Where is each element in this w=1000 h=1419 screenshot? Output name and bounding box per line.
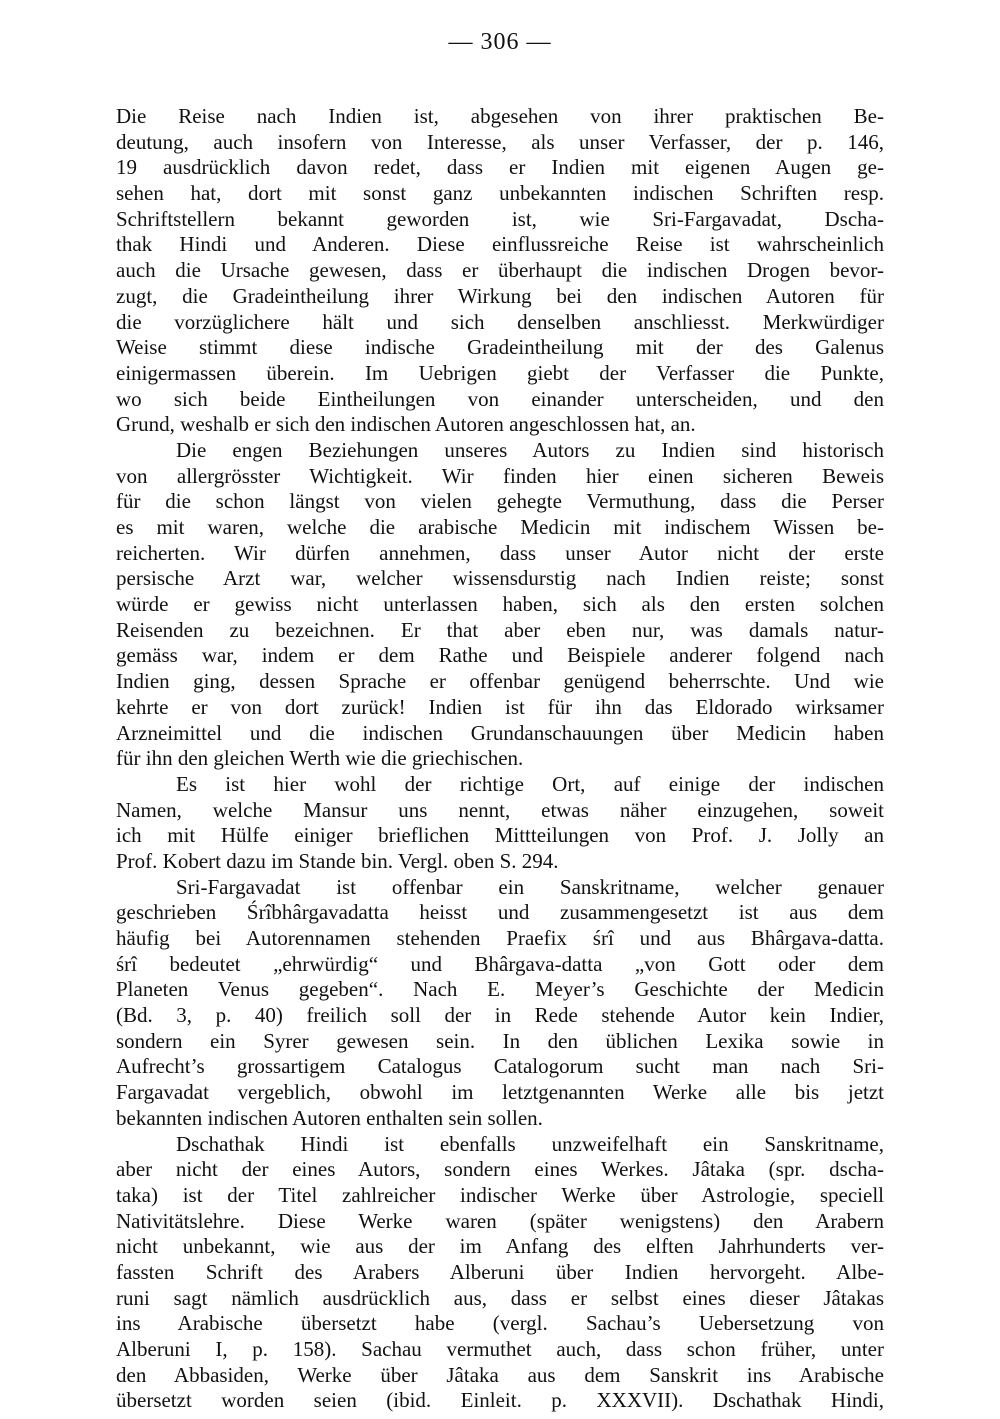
text-line: ins Arabische übersetzt habe (vergl. Sachau’s Uebersetzung von — [116, 1311, 884, 1336]
text-line: Grund, weshalb er sich den indischen Autoren angeschlossen hat, an. — [116, 412, 696, 437]
text-line: Planeten Venus gegeben“. Nach E. Meyer’s Geschichte der Medicin — [116, 977, 884, 1002]
text-line: thak Hindi und Anderen. Diese einflussreiche Reise ist wahrscheinlich — [116, 232, 884, 257]
paragraph — [116, 104, 884, 438]
text-line: geschrieben Śrîbhârgavadatta heisst und zusammengesetzt ist aus dem — [116, 900, 884, 925]
text-line: zugt, die Gradeintheilung ihrer Wirkung bei den indischen Autoren für — [116, 283, 884, 308]
text-line: Fargavadat vergeblich, obwohl im letztgenannten Werke alle bis jetzt — [116, 1080, 884, 1105]
text-line: für ihn den gleichen Werth wie die griechischen. — [116, 746, 524, 771]
text-line: für die schon längst von vielen gehegte Vermuthung, dass die Perser — [116, 489, 884, 514]
text-line: deutung, auch insofern von Interesse, als unser Verfasser, der p. 146, — [116, 129, 884, 154]
text-line: fassten Schrift des Arabers Alberuni über Indien hervorgeht. Albe- — [116, 1259, 884, 1284]
text-line: Alberuni I, p. 158). Sachau vermuthet auch, dass schon früher, unter — [116, 1337, 884, 1361]
text-line: Indien ging, dessen Sprache er offenbar genügend beherrschte. Und wie — [116, 669, 884, 694]
text-line: 19 ausdrücklich davon redet, dass er Indien mit eigenen Augen ge- — [116, 155, 884, 180]
text-line: einigermassen überein. Im Uebrigen giebt der Verfasser die Punkte, — [116, 360, 884, 385]
paragraph — [116, 438, 884, 772]
text-line: die vorzüglichere hält und sich denselben anschliesst. Merkwürdiger — [116, 309, 884, 334]
text-line: reicherten. Wir dürfen annehmen, dass unser Autor nicht der erste — [116, 540, 884, 565]
text-line: ich mit Hülfe einiger brieflichen Mittteilungen von Prof. J. Jolly an — [116, 823, 884, 848]
text-line: Namen, welche Mansur uns nennt, etwas näher einzugehen, soweit — [116, 797, 884, 822]
text-line: Weise stimmt diese indische Gradeintheilung mit der des Galenus — [116, 335, 884, 360]
text-line: wo sich beide Eintheilungen von einander unterscheiden, und den — [116, 386, 884, 411]
text-line: auch die Ursache gewesen, dass er überhaupt die indischen Drogen bevor- — [116, 258, 884, 283]
paragraph — [116, 772, 884, 875]
text-line: aber nicht der eines Autors, sondern eines Werkes. Jâtaka (spr. dscha- — [116, 1157, 884, 1182]
text-line: den Abbasiden, Werke über Jâtaka aus dem Sanskrit ins Arabische — [116, 1362, 884, 1387]
text-line: Nativitätslehre. Diese Werke waren (später wenigstens) den Arabern — [116, 1208, 884, 1233]
text-line: Reisenden zu bezeichnen. Er that aber eben nur, was damals natur- — [116, 617, 884, 642]
text-line: sondern ein Syrer gewesen sein. In den üblichen Lexika sowie in — [116, 1028, 884, 1053]
text-line: Prof. Kobert dazu im Stande bin. Vergl. oben S. 294. — [116, 848, 559, 873]
text-line: es mit waren, welche die arabische Medicin mit indischem Wissen be- — [116, 515, 884, 539]
text-line: taka) ist der Titel zahlreicher indischer Werke über Astrologie, speciell — [116, 1182, 884, 1207]
text-line: Die engen Beziehungen unseres Autors zu Indien sind historisch — [176, 437, 884, 462]
text-line: Die Reise nach Indien ist, abgesehen von ihrer praktischen Be- — [116, 104, 884, 128]
text-line: Schriftstellern bekannt geworden ist, wie Sri-Fargavadat, Dscha- — [116, 206, 884, 231]
text-line: nicht unbekannt, wie aus der im Anfang des elften Jahrhunderts ver- — [116, 1234, 884, 1259]
paragraph — [116, 1132, 884, 1415]
text-line: (Bd. 3, p. 40) freilich soll der in Rede stehende Autor kein Indier, — [116, 1003, 884, 1028]
text-line: häufig bei Autorennamen stehenden Praefix śrî und aus Bhârgava-datta. — [116, 926, 884, 950]
text-line: übersetzt worden seien (ibid. Einleit. p. XXXVII). Dschathak Hindi, — [116, 1388, 884, 1413]
text-line: persische Arzt war, welcher wissensdurstig nach Indien reiste; sonst — [116, 566, 884, 591]
text-line: Es ist hier wohl der richtige Ort, auf einige der indischen — [176, 771, 884, 796]
text-line: Arzneimittel und die indischen Grundanschauungen über Medicin haben — [116, 720, 884, 745]
book-page — [116, 28, 884, 1414]
text-line: śrî bedeutet „ehrwürdig“ und Bhârgava-datta „von Gott oder dem — [116, 951, 884, 976]
text-line: sehen hat, dort mit sonst ganz unbekannten indischen Schriften resp. — [116, 181, 884, 206]
page-number: — 306 — — [448, 29, 552, 55]
body-text — [116, 104, 884, 1414]
text-line: kehrte er von dort zurück! Indien ist für ihn das Eldorado wirksamer — [116, 694, 884, 719]
text-line: Aufrecht’s grossartigem Catalogus Catalogorum sucht man nach Sri- — [116, 1054, 884, 1079]
text-line: bekannten indischen Autoren enthalten sein sollen. — [116, 1105, 543, 1130]
text-line: Dschathak Hindi ist ebenfalls unzweifelhaft ein Sanskritname, — [176, 1131, 884, 1156]
text-line: gemäss war, indem er dem Rathe und Beispiele anderer folgend nach — [116, 643, 884, 668]
paragraph — [116, 875, 884, 1132]
text-line: Sri-Fargavadat ist offenbar ein Sanskritname, welcher genauer — [176, 874, 884, 899]
text-line: würde er gewiss nicht unterlassen haben, sich als den ersten solchen — [116, 592, 884, 617]
text-line: von allergrösster Wichtigkeit. Wir finden hier einen sicheren Beweis — [116, 463, 884, 488]
text-line: runi sagt nämlich ausdrücklich aus, dass er selbst eines dieser Jâtakas — [116, 1285, 884, 1310]
